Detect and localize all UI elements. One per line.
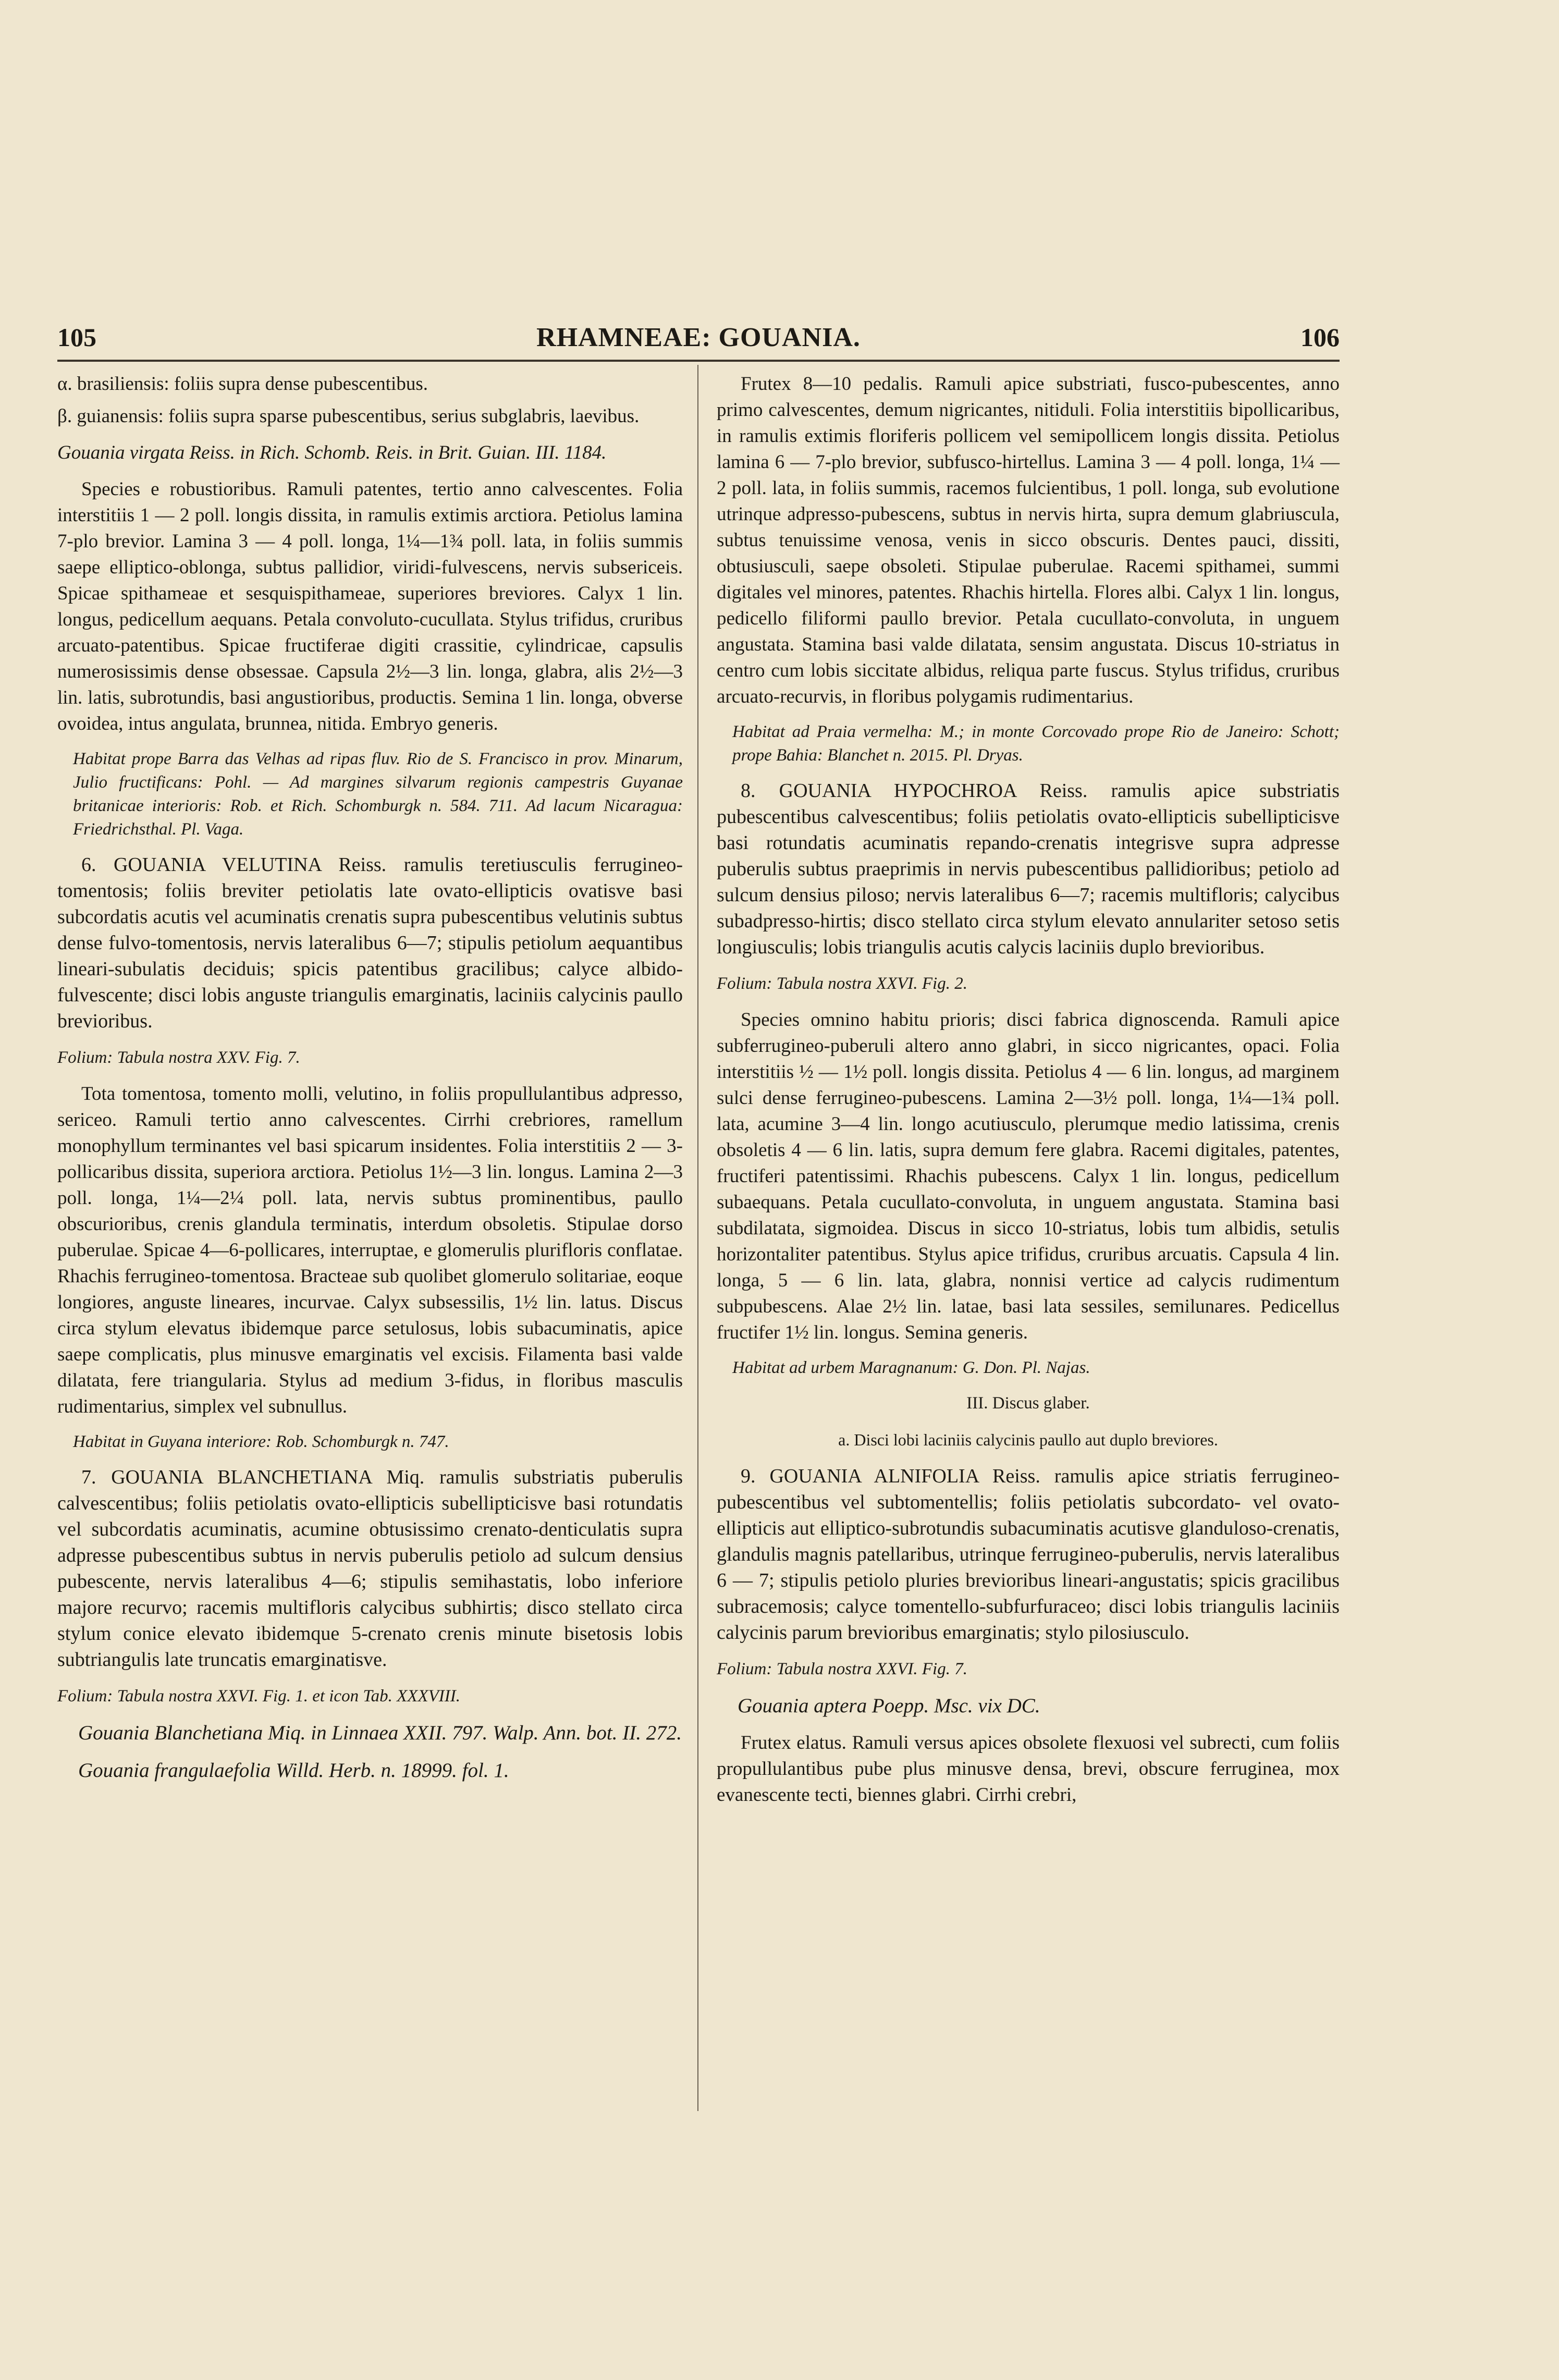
habitat: Habitat in Guyana interiore: Rob. Schomburgk n. 747. [73, 1432, 449, 1451]
variety-alpha: α. brasiliensis: foliis supra dense pubescentibus. [57, 373, 428, 395]
right-column [717, 371, 1340, 1819]
running-header [57, 322, 1340, 364]
plate-reference: Folium: Tabula nostra XXV. Fig. 7. [57, 1048, 300, 1067]
species-description: Species e robustioribus. Ramuli patentes, tertio anno calvescentes. Folia interstitiis 1 — 2 poll. longis dissita, in ramulis extimis arctiora. Petiolus lamina 7-plo brevior. Lamina 3 — 4 poll. longa, 1¼—1¾ poll. lata, in foliis summis saepe elliptico-oblonga, subtus pallidior, viridi-fulvescens, nervis subsericeis. Spicae spithameae et sesquispithameae, superiores breviores. Calyx 1 lin. longus, pedicellum aequans. Petala convoluto-cucullata. Stylus trifidus, cruribus arcuato-patentibus. Spicae fructiferae digiti crassitie, cylindricae, capsulis numerosissimis dense obsessae. Capsula 2½—3 lin. longa, glabra, alis 2½—3 lin. latis, subrotundis, basi angustioribus, productis. Semina 1 lin. longa, obverse ovoidea, intus angulata, brunnea, nitida. Embryo generis. [57, 479, 683, 734]
left-page-number: 105 [57, 323, 96, 352]
synonym: Gouania Blanchetiana Miq. in Linnaea XXII. 797. Walp. Ann. bot. II. 272. [78, 1722, 682, 1744]
column-divider [697, 365, 698, 2111]
habitat: Habitat ad Praia vermelha: M.; in monte Corcovado prope Rio de Janeiro: Schott; prope Bahia: Blanchet n. 2015. Pl. Dryas. [732, 722, 1340, 765]
species-9-diagnosis: 9. GOUANIA ALNIFOLIA Reiss. ramulis apice striatis ferrugineo-pubescentibus vel subtomentellis; foliis petiolatis subcordato- vel ovato-ellipticis aut elliptico-subrotundis subacuminatis acutisve glanduloso-crenatis, glandulis magnis patellaribus, utrinque ferrugineo-puberulis, nervis lateralibus 6 — 7; stipulis petiolo pluries brevioribus lineari-angustatis; spicis gracilibus subracemosis; calyce tomentello-subfurfuraceo; disci lobis triangulis laciniis calycinis parum brevioribus emarginatis; stylo pilosiusculo. [717, 1465, 1340, 1643]
section-heading: III. Discus glaber. [966, 1394, 1090, 1413]
plate-reference: Folium: Tabula nostra XXVI. Fig. 2. [717, 974, 967, 993]
synonym: Gouania aptera Poepp. Msc. vix DC. [738, 1695, 1040, 1717]
right-page-number: 106 [1300, 323, 1340, 352]
plate-reference: Folium: Tabula nostra XXVI. Fig. 1. et icon Tab. XXXVIII. [57, 1687, 461, 1706]
left-column [57, 371, 683, 1795]
plate-reference: Folium: Tabula nostra XXVI. Fig. 7. [717, 1660, 967, 1678]
species-6-diagnosis: 6. GOUANIA VELUTINA Reiss. ramulis teretiusculis ferrugineo-tomentosis; foliis breviter petiolatis late ovato-ellipticis ovatisve basi subcordatis acutis vel acuminatis crenatis supra pubescentibus velutinis subtus dense fulvo-tomentosis, nervis lateralibus 6—7; stipulis petiolum aequantibus lineari-subulatis deciduis; spicis patentibus gracilibus; calyce albido-fulvescente; disci lobis anguste triangulis emarginatis, laciniis calycinis paullo brevioribus. [57, 854, 683, 1032]
habitat: Habitat ad urbem Maragnanum: G. Don. Pl. Najas. [732, 1358, 1090, 1377]
synonym: Gouania frangulaefolia Willd. Herb. n. 18999. fol. 1. [78, 1759, 509, 1782]
species-7-diagnosis: 7. GOUANIA BLANCHETIANA Miq. ramulis substriatis puberulis calvescentibus; foliis petiolatis ovato-ellipticis subellipticisve basi rotundatis vel subcordatis acuminatis, acumine obtusissimo crenato-denticulatis supra adpresse pubescentibus subtus in nervis puberulis petiolo ad sulcum densius pubescente, nervis lateralibus 4—6; stipulis semihastatis, lobo inferiore majore recurvo; racemis multifloris calycibus subhirtis; disco stellato circa stylum conice elevato ibidemque 5-crenato crenis minute bisetosis lobis subtriangulis late truncatis emarginatisve. [57, 1466, 683, 1671]
species-7-description: Frutex 8—10 pedalis. Ramuli apice substriati, fusco-pubescentes, anno primo calvescentes, demum nigricantes, nitiduli. Folia interstitiis bipollicaribus, in ramulis extimis floriferis pollicem vel semipollicem longis dissita. Petiolus lamina 6 — 7-plo brevior, subfusco-hirtellus. Lamina 3 — 4 poll. longa, 1¼ — 2 poll. lata, in foliis summis, racemos fulcientibus, 1 poll. longa, sub evolutione utrinque adpresso-pubescens, subtus in nervis hirta, supra demum glabriuscula, subtus tenuissime venosa, venis in sicco obscuris. Dentes pauci, dissiti, obtusiusculi, saepe obsoleti. Stipulae puberulae. Racemi spithamei, summi digitales vel minores, patentes. Rhachis hirtella. Flores albi. Calyx 1 lin. longus, pedicello filiformi paullo brevior. Petala cucullato-convoluta, in unguem angustata. Stamina basi valde dilatata, sensim angustata. Discus 10-striatus in centro cum lobis siccitate albidus, reliqua parte fuscus. Stylus trifidus, cruribus arcuato-recurvis, in floribus polygamis rudimentarius. [717, 373, 1340, 707]
running-title: RHAMNEAE: GOUANIA. [536, 323, 861, 352]
species-9-description: Frutex elatus. Ramuli versus apices obsolete flexuosi vel subrecti, cum foliis propullulantibus pube plus minusve densa, brevi, obscure ferruginea, mox evanescente tecti, biennes glabri. Cirrhi crebri, [717, 1732, 1340, 1806]
variety-beta: β. guianensis: foliis supra sparse pubescentibus, serius subglabris, laevibus. [57, 406, 640, 427]
species-8-description: Species omnino habitu prioris; disci fabrica dignoscenda. Ramuli apice subferrugineo-puberuli altero anno glabri, in sicco nigricantes, opaci. Folia interstitiis ½ — 1½ poll. longis dissita. Petiolus 4 — 6 lin. longus, ad marginem sulci dense ferrugineo-pubescens. Lamina 2—3½ poll. longa, 1¼—1¾ poll. lata, acumine 3—4 lin. longo acutiusculo, plerumque medio latissima, crenis obsoletis 4 — 6 lin. latis, supra demum fere glabra. Racemi digitales, patentes, fructiferi patentissimi. Rhachis pubescens. Calyx 1 lin. longus, pedicellum subaequans. Petala cucullato-convoluta, in unguem angustata. Stamina basi subdilatata, sigmoidea. Discus in sicco 10-striatus, lobis tum albidis, setulis horizontaliter patentibus. Stylus apice trifidus, cruribus arcuatis. Capsula 4 lin. longa, 5 — 6 lin. lata, glabra, nonnisi vertice ad calycis rudimentum subpubescens. Alae 2½ lin. latae, basi lata sessiles, semilunares. Pedicellus fructifer 1½ lin. longus. Semina generis. [717, 1009, 1340, 1343]
species-6-description: Tota tomentosa, tomento molli, velutino, in foliis propullulantibus adpresso, sericeo. Ramuli tertio anno calvescentes. Cirrhi crebriores, ramellum monophyllum terminantes vel basi spicarum insidentes. Folia interstitiis 2 — 3-pollicaribus dissita, superiora arctiora. Petiolus 1½—3 lin. longus. Lamina 2—3 poll. longa, 1¼—2¼ poll. lata, nervis subtus prominentibus, paullo obscurioribus, crenis glandula terminatis, interdum obsoletis. Stipulae dorso puberulae. Spicae 4—6-pollicares, interruptae, e glomerulis plurifloris conflatae. Rhachis ferrugineo-tomentosa. Bracteae sub quolibet glomerulo solitariae, eoque longiores, anguste lineares, incurvae. Calyx subsessilis, 1½ lin. latus. Discus circa stylum elevatus ibidemque parce setulosus, lobis subacuminatis, apice saepe complicatis, plus minusve emarginatis vel excisis. Filamenta basi valde dilatata, fere triangularia. Stylus ad medium 3-fidus, in floribus masculis rudimentarius, simplex vel subnullus. [57, 1083, 683, 1417]
synonym: Gouania virgata Reiss. in Rich. Schomb. Reis. in Brit. Guian. III. 1184. [57, 442, 607, 463]
subsection-heading: a. Disci lobi laciniis calycinis paullo aut duplo breviores. [838, 1430, 1218, 1449]
species-8-diagnosis: 8. GOUANIA HYPOCHROA Reiss. ramulis apice substriatis pubescentibus calvescentibus; foliis petiolatis ovato-ellipticis subellipticisve basi rotundatis acuminatis repando-crenatis integrisve supra adpresse puberulis subtus praeprimis in nervis pubescentibus pallidioribus; petiolo ad sulcum densius piloso; nervis lateralibus 6—7; racemis multifloris; calycibus subadpresso-hirtis; disco stellato circa stylum elevato annulariter setoso setis longiusculis; lobis triangulis acutis calycis laciniis duplo brevioribus. [717, 780, 1340, 958]
habitat: Habitat prope Barra das Velhas ad ripas fluv. Rio de S. Francisco in prov. Minarum, Julio fructificans: Pohl. — Ad margines silvarum regionis campestris Guyanae britanicae interioris: Rob. et Rich. Schomburgk n. 584. 711. Ad lacum Nicaragua: Friedrichsthal. Pl. Vaga. [73, 750, 683, 839]
header-rule [57, 360, 1340, 362]
